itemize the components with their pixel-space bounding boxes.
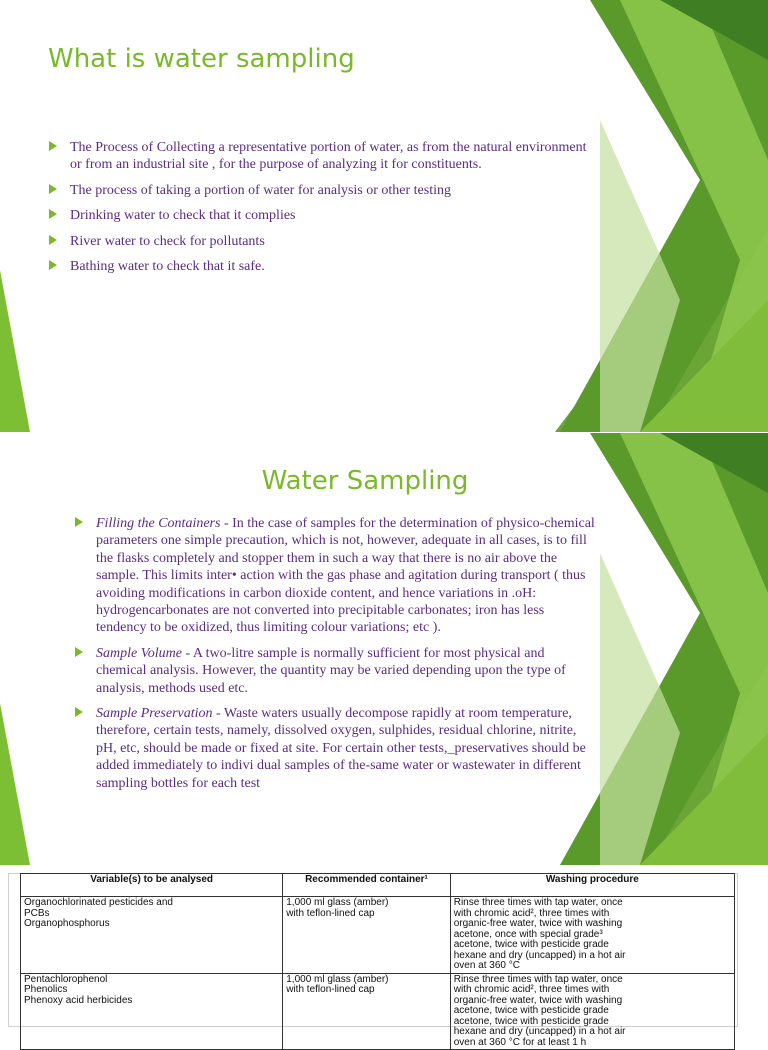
column-header: Washing procedure (450, 874, 734, 897)
list-item: Bathing water to check that it safe. (70, 258, 590, 275)
table-row (21, 897, 735, 974)
list-item: Sample Volume - A two-litre sample is normally sufficient for most physical and chemical analysis. However, the quantity may be varied depending upon the type of analysis, methods used etc. (96, 645, 596, 697)
washing-procedure-table (20, 873, 735, 1050)
bullet-arrow-icon (75, 647, 83, 657)
bullet-arrow-icon (49, 235, 57, 245)
table-row (21, 973, 735, 1050)
bullet-arrow-icon (49, 260, 57, 270)
list-item: Drinking water to check that it complies (70, 207, 590, 224)
slide-title: What is water sampling (48, 44, 355, 74)
column-header: Variable(s) to be analysed (21, 874, 283, 897)
variables-cell: Pentachlorophenol Phenolics Phenoxy acid herbicides (21, 973, 283, 1050)
list-item: Filling the Containers - In the case of samples for the determination of physico-chemical parameters one simple precaution, which is not, however, adequate in all cases, is to fill the flasks completely and stopper them in such a way that there is no air above the sample. This limits inter• action with the gas phase and agitation during transport ( thus avoiding modifications in carbon dioxide content, and hence variations in .oH: hydrogencarbonates are not converted into precipitable carbonates; iron has less tendency to be oxidized, thus limiting colour variations; etc ). (96, 515, 596, 637)
bullet-list (96, 515, 596, 800)
bullet-arrow-icon (75, 707, 83, 717)
list-item: River water to check for pollutants (70, 233, 590, 250)
column-header: Recommended container¹ (283, 874, 450, 897)
bullet-list (70, 139, 590, 283)
washing-cell: Rinse three times with tap water, once with chromic acid², three times with organic-free water, twice with washing acetone, once with special grade³ acetone, twice with pesticide grade hexane and dry (uncapped) in a hot air oven at 360 °C (450, 897, 734, 974)
bullet-arrow-icon (49, 141, 57, 151)
container-cell: 1,000 ml glass (amber) with teflon-lined cap (283, 897, 450, 974)
variables-cell: Organochlorinated pesticides and PCBs Organophosphorus (21, 897, 283, 974)
bullet-arrow-icon (49, 209, 57, 219)
bullet-arrow-icon (75, 517, 83, 527)
slide-title: Water Sampling (261, 466, 469, 496)
list-item: Sample Preservation - Waste waters usually decompose rapidly at room temperature, therefore, certain tests, namely, dissolved oxygen, sulphides, residual chlorine, nitrite, pH, etc, should be made or fixed at site. For certain other tests,_preservatives should be added immediately to indivi dual samples of the-same water or wastewater in different sampling bottles for each test (96, 705, 596, 792)
list-item: The Process of Collecting a representative portion of water, as from the natural environment or from an industrial site , for the purpose of analyzing it for constituents. (70, 139, 590, 174)
washing-cell: Rinse three times with tap water, once with chromic acid², three times with organic-free water, twice with washing acetone, twice with pesticide grade acetone, twice with pesticide grade hexane and dry (uncapped) in a hot air oven at 360 °C for at least 1 h (450, 973, 734, 1050)
container-cell: 1,000 ml glass (amber) with teflon-lined cap (283, 973, 450, 1050)
bullet-arrow-icon (49, 184, 57, 194)
table-header-row (21, 874, 735, 897)
list-item: The process of taking a portion of water for analysis or other testing (70, 182, 590, 199)
